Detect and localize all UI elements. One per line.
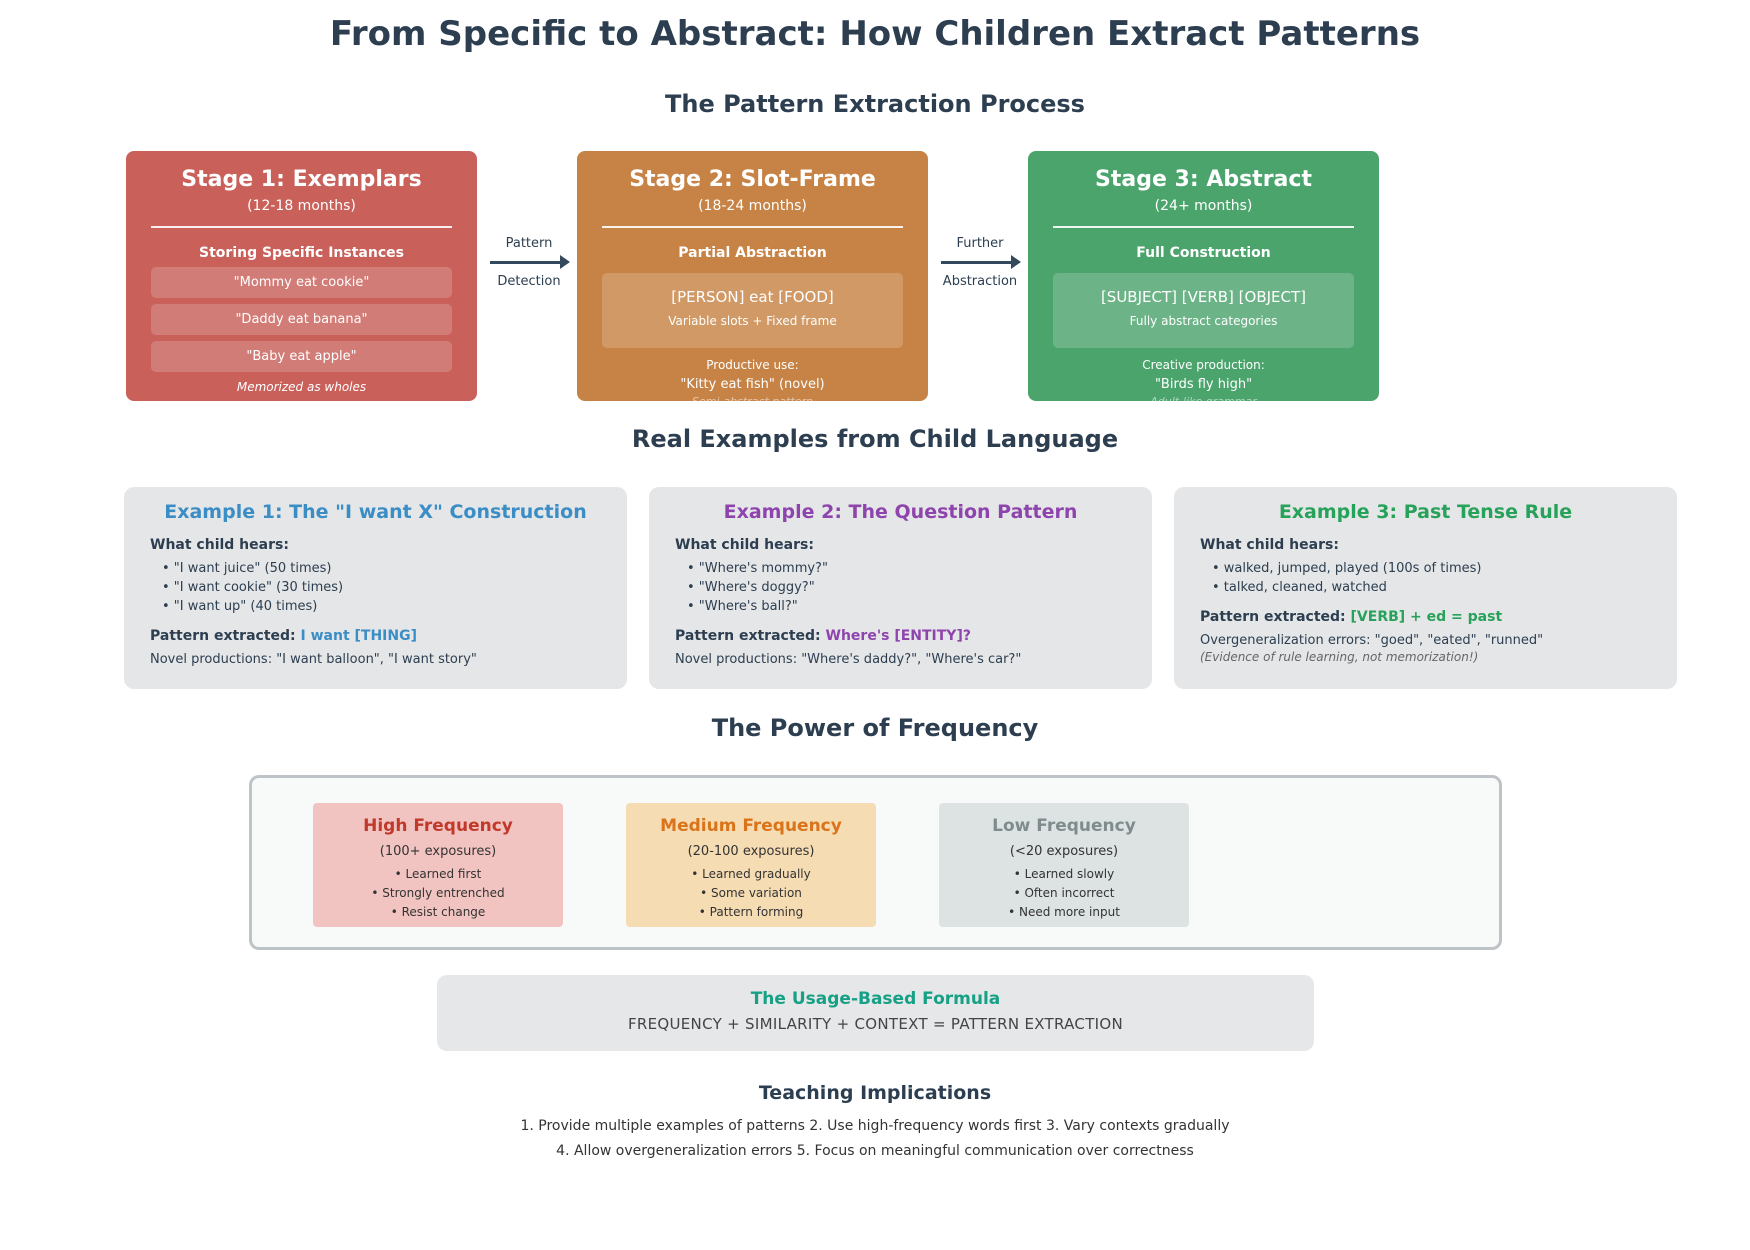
stage-subtitle: Storing Specific Instances — [199, 245, 404, 261]
frequency-title: High Frequency — [363, 816, 513, 836]
production-example: "Birds fly high" — [1154, 377, 1253, 392]
divider — [1053, 226, 1354, 228]
arrow-right-icon — [941, 261, 1013, 264]
stage-subtitle: Partial Abstraction — [678, 245, 827, 261]
divider — [151, 226, 452, 228]
frequency-exposures: (<20 exposures) — [1009, 844, 1119, 859]
frequency-box-medium — [626, 803, 876, 927]
list-item: • Strongly entrenched — [371, 886, 505, 900]
example-card-past-tense — [1174, 487, 1677, 689]
list-item: • "Where's ball?" — [687, 599, 798, 614]
pattern-label: Pattern extracted: — [1200, 609, 1346, 625]
list-item: • Need more input — [1008, 905, 1120, 919]
stage-title: Stage 1: Exemplars — [181, 167, 422, 192]
list-item: • Learned slowly — [1013, 867, 1115, 881]
stage-subtitle: Full Construction — [1136, 245, 1271, 261]
faded-note: Adult-like grammar — [1150, 395, 1257, 408]
frame-box — [602, 273, 903, 348]
example-title: Example 1: The "I want X" Construction — [164, 501, 587, 523]
divider — [602, 226, 903, 228]
frequency-panel — [249, 775, 1502, 950]
pattern-line — [675, 628, 1126, 644]
stage-age: (24+ months) — [1154, 198, 1253, 214]
list-item: • walked, jumped, played (100s of times) — [1212, 561, 1482, 576]
list-item: • "Where's doggy?" — [687, 580, 815, 595]
hears-label: What child hears: — [150, 537, 289, 553]
stage-exemplars-card — [126, 151, 477, 401]
implications-line-2: 4. Allow overgeneralization errors 5. Focus on meaningful communication over correctness — [556, 1143, 1194, 1159]
list-item: • Often incorrect — [1013, 886, 1115, 900]
frequency-title: Low Frequency — [992, 816, 1136, 836]
novel-productions: Novel productions: "Where's daddy?", "Where's car?" — [675, 652, 1022, 667]
list-item: • Learned gradually — [691, 867, 811, 881]
faded-note: Semi-abstract pattern — [692, 395, 813, 408]
implications-line-1: 1. Provide multiple examples of patterns 2. Use high-frequency words first 3. Vary contexts gradually — [520, 1118, 1230, 1134]
stage-title: Stage 3: Abstract — [1095, 167, 1312, 192]
formula-text: FREQUENCY + SIMILARITY + CONTEXT = PATTERN EXTRACTION — [627, 1015, 1124, 1033]
production-example: "Kitty eat fish" (novel) — [680, 377, 825, 392]
stage-note: Memorized as wholes — [236, 380, 367, 394]
pattern-label: Pattern extracted: — [150, 628, 296, 644]
production-label: Creative production: — [1142, 358, 1265, 372]
hears-list — [675, 559, 1126, 616]
evidence-note: (Evidence of rule learning, not memorization!) — [1200, 650, 1479, 664]
example-card-i-want — [124, 487, 627, 689]
stage-title: Stage 2: Slot-Frame — [629, 167, 876, 192]
arrow-label-bottom: Detection — [497, 274, 561, 289]
frequency-exposures: (100+ exposures) — [379, 844, 497, 859]
list-item: • "I want cookie" (30 times) — [162, 580, 344, 595]
example-card-question — [649, 487, 1152, 689]
arrow-right-icon — [490, 261, 562, 264]
hears-list — [150, 559, 601, 616]
frame-note: Variable slots + Fixed frame — [668, 314, 837, 328]
example-title: Example 2: The Question Pattern — [723, 501, 1078, 523]
hears-label: What child hears: — [675, 537, 814, 553]
list-item: • Resist change — [390, 905, 486, 919]
arrow-label-top: Further — [956, 236, 1004, 251]
stage-age: (12-18 months) — [247, 198, 356, 214]
examples-title: Real Examples from Child Language — [631, 425, 1119, 453]
stage-abstract-card — [1028, 151, 1379, 408]
list-item: • "Where's mommy?" — [687, 561, 828, 576]
hears-list — [1200, 559, 1651, 597]
frame-pattern: [SUBJECT] [VERB] [OBJECT] — [1100, 288, 1307, 306]
pattern-label: Pattern extracted: — [675, 628, 821, 644]
list-item: • Pattern forming — [698, 905, 804, 919]
frequency-title: Medium Frequency — [660, 816, 842, 836]
arrow-further-abstraction — [935, 236, 1025, 289]
exemplar-item: "Daddy eat banana" — [151, 304, 452, 335]
page-title: From Specific to Abstract: How Children Extract Patterns — [329, 14, 1421, 54]
pattern-line — [150, 628, 601, 644]
stage-age: (18-24 months) — [698, 198, 807, 214]
list-item: • Learned first — [394, 867, 482, 881]
arrow-pattern-detection — [484, 236, 574, 289]
usage-based-formula — [437, 975, 1314, 1051]
novel-productions: Novel productions: "I want balloon", "I want story" — [150, 652, 477, 667]
stage-slot-frame-card — [577, 151, 928, 408]
pattern-value: [VERB] + ed = past — [1350, 609, 1503, 625]
frame-note: Fully abstract categories — [1129, 314, 1278, 328]
list-item: • Some variation — [700, 886, 802, 900]
process-title: The Pattern Extraction Process — [665, 90, 1085, 118]
frequency-exposures: (20-100 exposures) — [687, 844, 815, 859]
pattern-value: I want [THING] — [300, 628, 417, 644]
frame-box — [1053, 273, 1354, 348]
example-title: Example 3: Past Tense Rule — [1278, 501, 1573, 523]
implications-title: Teaching Implications — [758, 1082, 992, 1104]
exemplar-item: "Baby eat apple" — [151, 341, 452, 372]
pattern-value: Where's [ENTITY]? — [825, 628, 971, 644]
frequency-title: The Power of Frequency — [711, 714, 1039, 742]
frequency-box-high — [313, 803, 563, 927]
list-item: • "I want juice" (50 times) — [162, 561, 332, 576]
list-item: • talked, cleaned, watched — [1212, 580, 1387, 595]
exemplar-item: "Mommy eat cookie" — [151, 267, 452, 298]
production-label: Productive use: — [706, 358, 799, 372]
hears-label: What child hears: — [1200, 537, 1339, 553]
pattern-line — [1200, 609, 1651, 625]
overgeneralization-errors: Overgeneralization errors: "goed", "eated", "runned" — [1200, 633, 1544, 648]
frequency-box-low — [939, 803, 1189, 927]
arrow-label-bottom: Abstraction — [942, 274, 1018, 289]
formula-title: The Usage-Based Formula — [750, 989, 1001, 1009]
list-item: • "I want up" (40 times) — [162, 599, 318, 614]
frame-pattern: [PERSON] eat [FOOD] — [671, 288, 834, 306]
arrow-label-top: Pattern — [505, 236, 553, 251]
